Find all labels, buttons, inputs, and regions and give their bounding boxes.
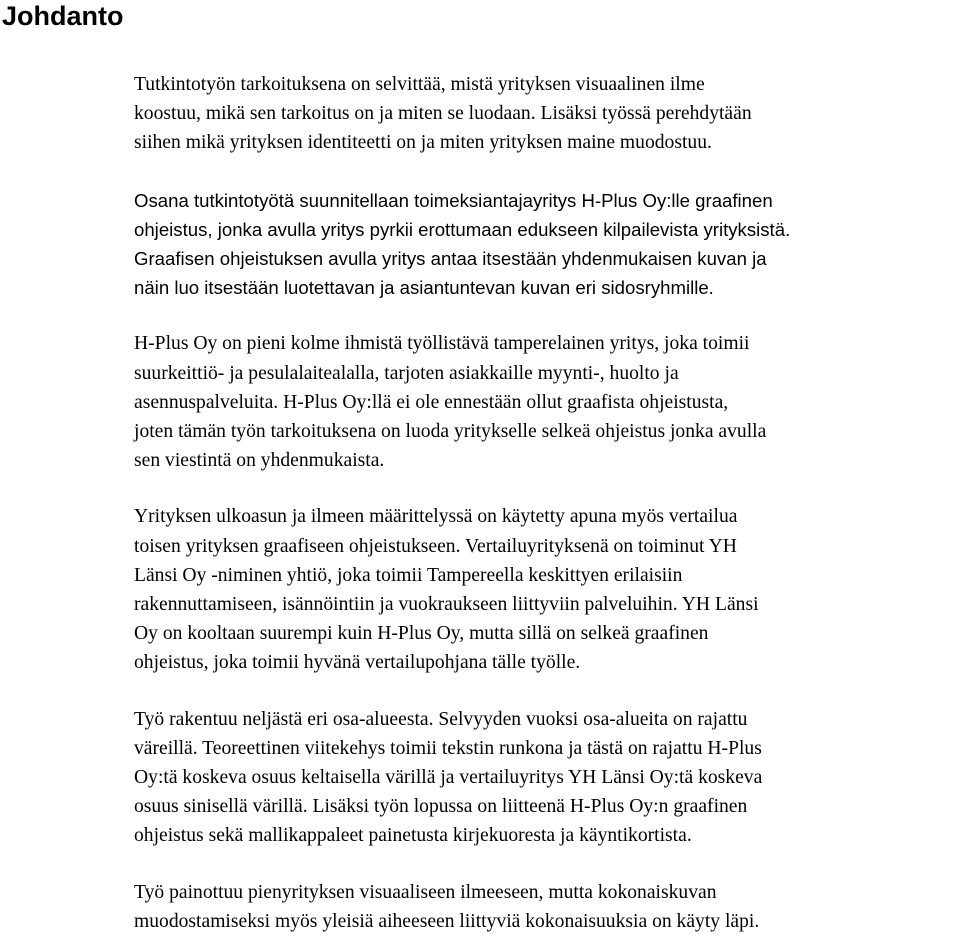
paragraph-line: Osana tutkintotyötä suunnitellaan toimeksiantajayritys H-Plus Oy:lle graafinen <box>134 189 773 211</box>
paragraph-line: ohjeistus sekä mallikappaleet painetusta kirjekuoresta ja käyntikortista. <box>134 825 692 847</box>
paragraph-line: joten tämän työn tarkoituksena on luoda yritykselle selkeä ohjeistus jonka avulla <box>134 421 767 443</box>
paragraph-line: suurkeittiö- ja pesulalaitealalla, tarjoten asiakkaille myynti-, huolto ja <box>134 362 679 384</box>
paragraph-line: Graafisen ohjeistuksen avulla yritys antaa itsestään yhdenmukaisen kuvan ja <box>134 248 767 270</box>
paragraph-focus <box>134 878 934 936</box>
paragraph-line: Työ painottuu pienyrityksen visuaaliseen ilmeeseen, mutta kokonaiskuvan <box>134 881 717 903</box>
paragraph-assignment <box>134 186 934 303</box>
paragraph-line: ohjeistus, joka toimii hyvänä vertailupohjana tälle työlle. <box>134 652 581 674</box>
paragraph-intro <box>134 70 934 158</box>
paragraph-line: siihen mikä yrityksen identiteetti on ja miten yrityksen maine muodostuu. <box>134 132 712 154</box>
paragraph-line: H-Plus Oy on pieni kolme ihmistä työllistävä tamperelainen yritys, joka toimii <box>134 333 750 355</box>
paragraph-line: ohjeistus, jonka avulla yritys pyrkii erottumaan edukseen kilpailevista yrityksistä. <box>134 218 791 240</box>
paragraph-line: Oy:tä koskeva osuus keltaisella värillä ja vertailuyritys YH Länsi Oy:tä koskeva <box>134 767 763 789</box>
paragraph-line: Länsi Oy -niminen yhtiö, joka toimii Tampereella keskittyen erilaisiin <box>134 564 683 586</box>
paragraph-structure <box>134 705 934 851</box>
paragraph-line: muodostamiseksi myös yleisiä aiheeseen liittyviä kokonaisuuksia on käyty läpi. <box>134 910 760 932</box>
paragraph-line: väreillä. Teoreettinen viitekehys toimii tekstin runkona ja tästä on rajattu H-Plus <box>134 737 762 759</box>
paragraph-line: Työ rakentuu neljästä eri osa-alueesta. Selvyyden vuoksi osa-alueita on rajattu <box>134 708 748 730</box>
paragraph-line: Yrityksen ulkoasun ja ilmeen määrittelyssä on käytetty apuna myös vertailua <box>134 506 738 528</box>
paragraph-line: Oy on kooltaan suurempi kuin H-Plus Oy, mutta sillä on selkeä graafinen <box>134 623 709 645</box>
paragraph-line: rakennuttamiseen, isännöintiin ja vuokraukseen liittyviin palveluihin. YH Länsi <box>134 594 759 616</box>
paragraph-line: asennuspalveluita. H-Plus Oy:llä ei ole ennestään ollut graafista ohjeistusta, <box>134 391 729 413</box>
paragraph-line: osuus sinisellä värillä. Lisäksi työn lopussa on liitteenä H-Plus Oy:n graafinen <box>134 796 748 818</box>
paragraph-line: Tutkintotyön tarkoituksena on selvittää, mistä yrityksen visuaalinen ilme <box>134 74 705 95</box>
paragraph-line: koostuu, mikä sen tarkoitus on ja miten se luodaan. Lisäksi työssä perehdytään <box>134 103 752 125</box>
paragraph-line: toisen yrityksen graafiseen ohjeistukseen. Vertailuyrityksenä on toiminut YH <box>134 535 737 557</box>
paragraph-line: sen viestintä on yhdenmukaista. <box>134 450 385 472</box>
document-body <box>134 70 934 936</box>
paragraph-line: näin luo itsestään luotettavan ja asiantuntevan kuvan eri sidosryhmille. <box>134 277 714 299</box>
paragraph-comparison <box>134 502 934 677</box>
page-title: Johdanto <box>2 1 124 31</box>
paragraph-company <box>134 329 934 475</box>
